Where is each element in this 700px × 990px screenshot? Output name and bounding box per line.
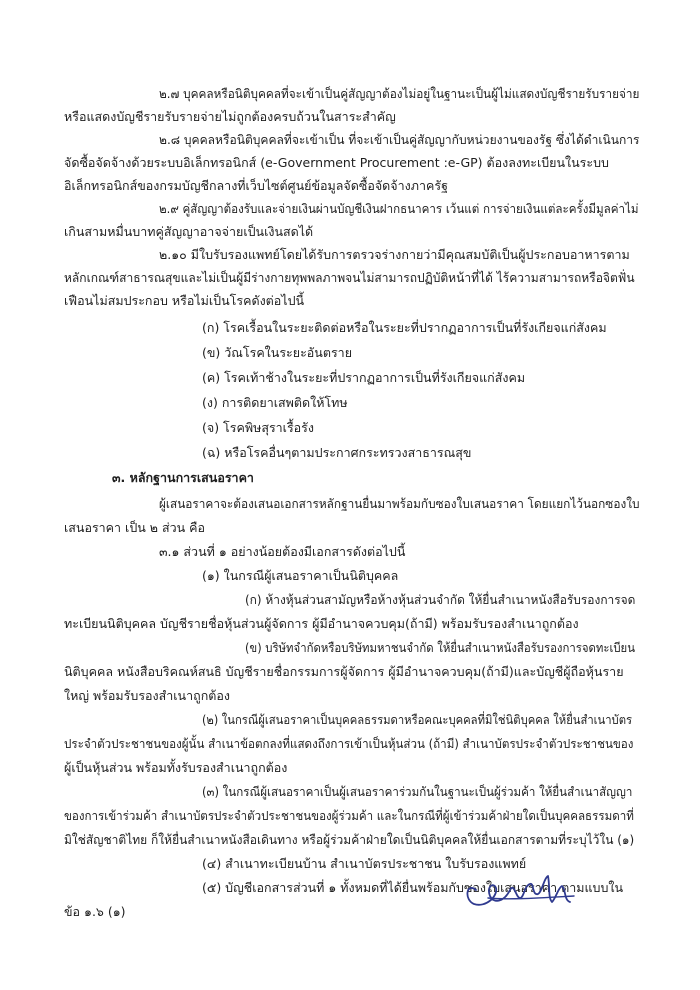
text-line: เฟือนไม่สมประกอบ หรือไม่เป็นโรคดังต่อไปนี้ xyxy=(64,293,305,308)
list-item: (ค) โรคเท้าช้างในระยะที่ปรากฏอาการเป็นที่รังเกียจแก่สังคม xyxy=(202,370,526,385)
text-line: จัดซื้อจัดจ้างด้วยระบบอิเล็กทรอนิกส์ (e-Government Procurement :e-GP) ต้องลงทะเบียนในระบบ xyxy=(64,155,609,170)
text-line: ประจำตัวประชาชนของผู้นั้น สำเนาข้อตกลงที่แสดงถึงการเข้าเป็นหุ้นส่วน (ถ้ามี) สำเนาบัตรประจำตัวประชาชนของ xyxy=(64,736,634,751)
text-line: ๒.๘ บุคคลหรือนิติบุคคลที่จะเข้าเป็น ที่จะเข้าเป็นคู่สัญญากับหน่วยงานของรัฐ ซึ่งได้ดำเนินการ xyxy=(159,132,640,147)
text-line: (ข) บริษัทจำกัดหรือบริษัทมหาชนจำกัด ให้ยื่นสำเนาหนังสือรับรองการจดทะเบียน xyxy=(245,640,635,655)
text-line: ของการเข้าร่วมค้า สำเนาบัตรประจำตัวประชาชนของผู้ร่วมค้า และในกรณีที่ผู้เข้าร่วมค้าฝ่ายใดเป็นบุคคลธรรมดาที่ xyxy=(64,808,634,823)
text-line: หลักเกณฑ์สาธารณสุขและไม่เป็นผู้มีร่างกายทุพพลภาพจนไม่สามารถปฏิบัติหน้าที่ได้ ไร้ความสามารถหรือจิตฟั่น xyxy=(64,270,635,285)
text-line: มิใช่สัญชาติไทย ก็ให้ยื่นสำเนาหนังสือเดินทาง หรือผู้ร่วมค้าฝ่ายใดเป็นนิติบุคคลให้ยื่นเอกสารตามที่ระบุไว้ใน (๑) xyxy=(64,832,635,847)
text-line: ผู้เสนอราคาจะต้องเสนอเอกสารหลักฐานยื่นมาพร้อมกับซองใบเสนอราคา โดยแยกไว้นอกซองใบ xyxy=(159,496,640,511)
list-item: (ฉ) หรือโรคอื่นๆตามประกาศกระทรวงสาธารณสุข xyxy=(202,445,472,460)
text-line: (๔) สำเนาทะเบียนบ้าน สำเนาบัตรประชาชน ใบรับรองแพทย์ xyxy=(202,856,527,871)
text-line: (๓) ในกรณีผู้เสนอราคาเป็นผู้เสนอราคาร่วมกันในฐานะเป็นผู้ร่วมค้า ให้ยื่นสำเนาสัญญา xyxy=(202,784,633,799)
text-line: ๒.๙ คู่สัญญาต้องรับและจ่ายเงินผ่านบัญชีเงินฝากธนาคาร เว้นแต่ การจ่ายเงินแต่ละครั้งมีมูลค่าไม่ xyxy=(159,201,639,216)
text-line: (๕) บัญชีเอกสารส่วนที่ ๑ ทั้งหมดที่ได้ยื่นพร้อมกับซองใบเสนอราคา ตามแบบใน xyxy=(202,880,624,895)
text-line: ๒.๗ บุคคลหรือนิติบุคคลที่จะเข้าเป็นคู่สัญญาต้องไม่อยู่ในฐานะเป็นผู้ไม่แสดงบัญชีรายรับรายจ่าย xyxy=(159,86,640,101)
text-line: เสนอราคา เป็น ๒ ส่วน คือ xyxy=(64,520,206,535)
text-line: ผู้เป็นหุ้นส่วน พร้อมทั้งรับรองสำเนาถูกต้อง xyxy=(64,760,288,775)
list-item: (ก) โรคเรื้อนในระยะติดต่อหรือในระยะที่ปรากฏอาการเป็นที่รังเกียจแก่สังคม xyxy=(202,320,607,335)
text-line: ทะเบียนนิติบุคคล บัญชีรายชื่อหุ้นส่วนผู้จัดการ ผู้มีอำนาจควบคุม(ถ้ามี) พร้อมรับรองสำเนาถูกต้อง xyxy=(64,616,579,631)
text-line: ข้อ ๑.๖ (๑) xyxy=(64,904,126,919)
text-line: ๒.๑๐ มีใบรับรองแพทย์โดยได้รับการตรวจร่างกายว่ามีคุณสมบัติเป็นผู้ประกอบอาหารตาม xyxy=(159,247,630,262)
text-line: (๑) ในกรณีผู้เสนอราคาเป็นนิติบุคคล xyxy=(202,568,399,583)
text-line: เกินสามหมื่นบาทคู่สัญญาอาจจ่ายเป็นเงินสดได้ xyxy=(64,224,314,239)
list-item: (ข) วัณโรคในระยะอันตราย xyxy=(202,345,353,360)
text-line: ๓.๑ ส่วนที่ ๑ อย่างน้อยต้องมีเอกสารดังต่อไปนี้ xyxy=(159,544,406,559)
text-line: (ก) ห้างหุ้นส่วนสามัญหรือห้างหุ้นส่วนจำกัด ให้ยื่นสำเนาหนังสือรับรองการจด xyxy=(245,592,636,607)
list-item: (จ) โรคพิษสุราเรื้อรัง xyxy=(202,420,314,435)
text-line: นิติบุคคล หนังสือบริคณห์สนธิ บัญชีรายชื่อกรรมการผู้จัดการ ผู้มีอำนาจควบคุม(ถ้ามี)และบัญชีผู้ถือหุ้นราย xyxy=(64,664,624,679)
text-line: หรือแสดงบัญชีรายรับรายจ่ายไม่ถูกต้องครบถ้วนในสาระสำคัญ xyxy=(64,109,396,124)
section-heading: ๓. หลักฐานการเสนอราคา xyxy=(112,470,254,485)
handwritten-signature xyxy=(458,868,578,912)
list-item: (ง) การติดยาเสพติดให้โทษ xyxy=(202,395,348,410)
text-line: อิเล็กทรอนิกส์ของกรมบัญชีกลางที่เว็บไซต์ศูนย์ข้อมูลจัดซื้อจัดจ้างภาครัฐ xyxy=(64,178,448,193)
text-line: ใหญ่ พร้อมรับรองสำเนาถูกต้อง xyxy=(64,688,230,703)
text-line: (๒) ในกรณีผู้เสนอราคาเป็นบุคคลธรรมดาหรือคณะบุคคลที่มิใช่นิติบุคคล ให้ยื่นสำเนาบัตร xyxy=(202,712,633,727)
